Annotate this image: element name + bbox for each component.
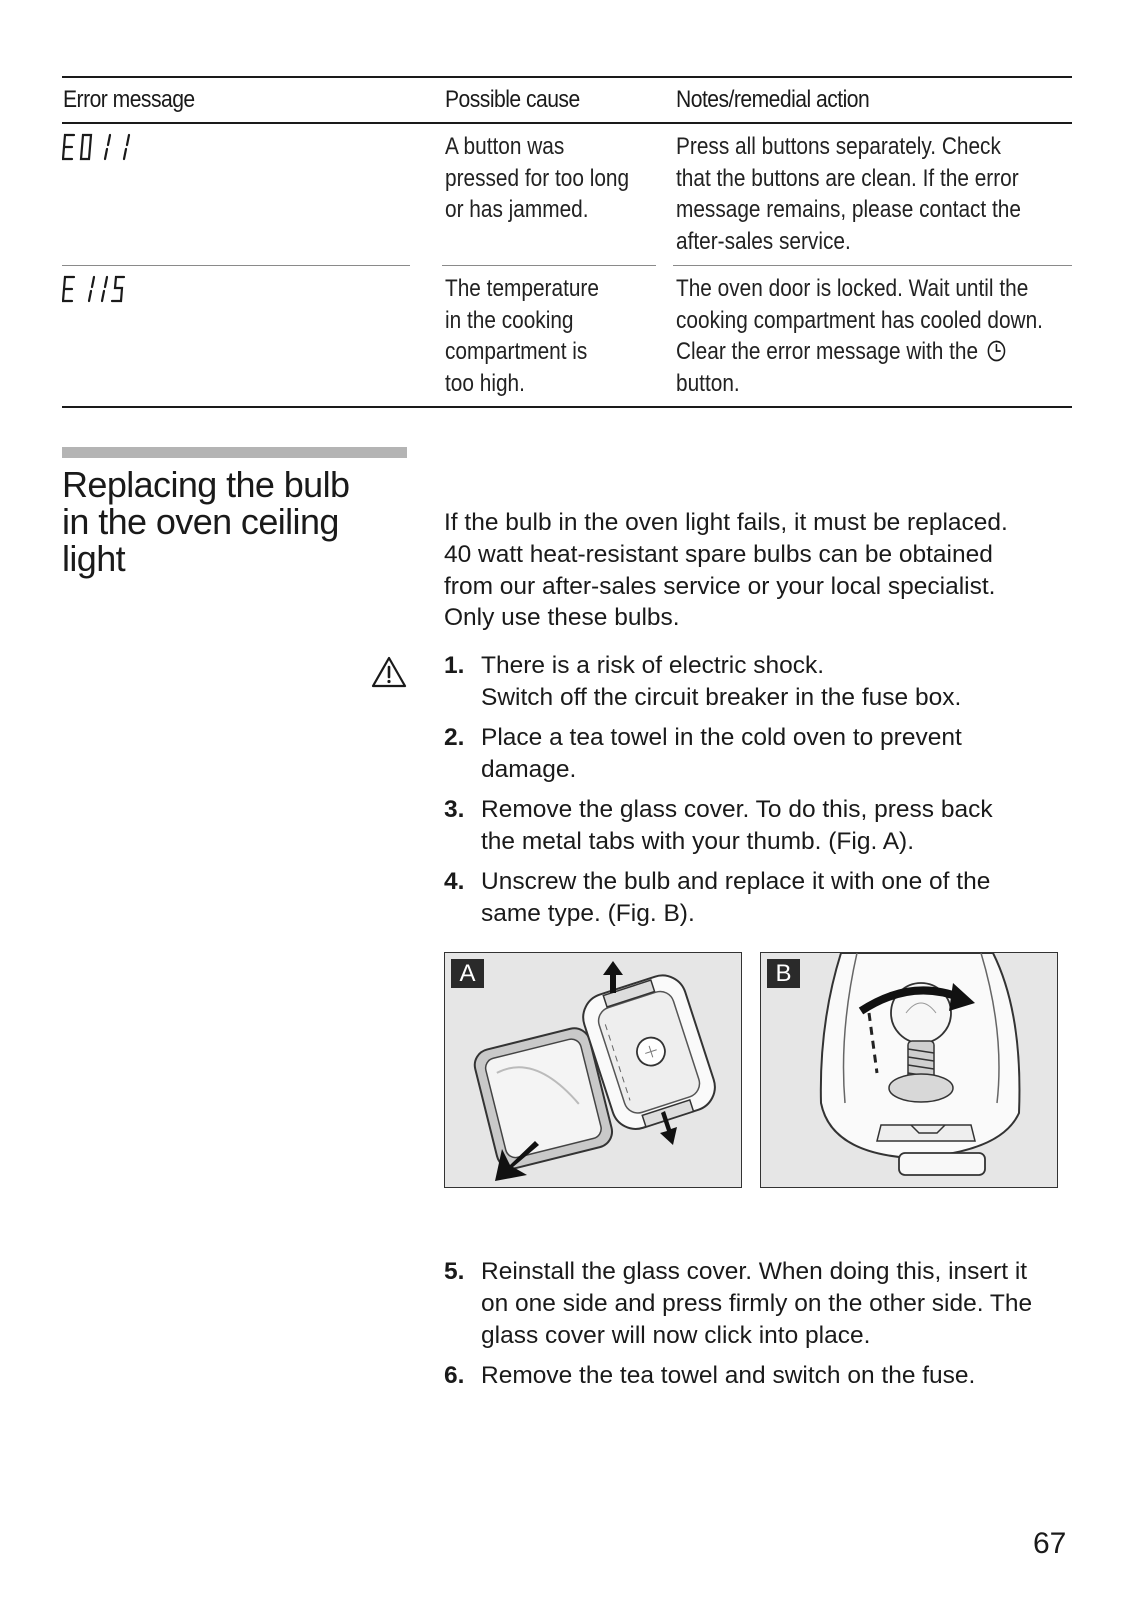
bulb-replacement-illustration [761,953,1057,1187]
header-possible-cause: Possible cause [445,86,580,113]
title-line: light [62,538,126,579]
cause-line: compartment is [445,338,588,365]
step-line: Reinstall the glass cover. When doing this, insert it [481,1258,1028,1285]
intro-paragraph [444,507,1008,634]
step-line: same type. (Fig. B). [481,900,695,927]
cause-line: too high. [445,369,525,397]
step-line: There is a risk of electric shock. [481,652,825,679]
section-bar [62,447,407,458]
action-line: Press all buttons separately. Check [676,133,1001,160]
cause-line: or has jammed. [445,196,589,223]
intro-line: If the bulb in the oven light fails, it must be replaced. [444,509,1008,536]
step-line: the metal tabs with your thumb. (Fig. A). [481,828,915,855]
title-line: Replacing the bulb [62,464,350,505]
intro-line: from our after-sales service or your local specialist. [444,572,996,600]
step-text [481,722,962,786]
figure-a [444,952,742,1188]
glass-cover-illustration [445,953,741,1187]
cause-row-2 [445,273,599,399]
figure-b [760,952,1058,1188]
step-line: Remove the glass cover. To do this, press back [481,796,993,823]
action-row-2 [676,273,1043,399]
step-number: 4. [444,868,465,895]
step-line: Switch off the circuit breaker in the fuse box. [481,684,962,711]
figure-label: B [767,959,800,988]
intro-line: Only use these bulbs. [444,604,680,632]
cause-line: The temperature [445,275,599,302]
figure-label: A [451,959,484,988]
step-line: Place a tea towel in the cold oven to prevent [481,724,962,751]
action-line: message remains, please contact the [676,196,1021,223]
action-line [676,336,1043,368]
header-notes: Notes/remedial action [676,86,870,113]
step-line: on one side and press firmly on the other side. The [481,1290,1033,1317]
action-line: cooking compartment has cooled down. [676,306,1043,334]
step-text [481,1256,1032,1352]
action-line: that the buttons are clean. If the error [676,164,1019,192]
intro-line: 40 watt heat-resistant spare bulbs can be obtained [444,540,993,568]
action-line: button. [676,369,740,397]
action-text: Clear the error message with the [676,338,979,365]
step-text [481,794,993,858]
header-rule [62,122,1072,124]
row-divider [673,265,1072,266]
step-number: 1. [444,652,465,679]
row-divider [442,265,656,266]
action-line: The oven door is locked. Wait until the [676,275,1029,302]
step-line: damage. [481,756,577,783]
table-bottom-rule [62,406,1072,408]
title-line: in the oven ceiling [62,501,339,542]
step-line: Remove the tea towel and switch on the fuse. [481,1362,976,1389]
row-divider [62,265,410,266]
step-text [481,866,990,930]
action-line: after-sales service. [676,227,851,255]
step-text [481,1360,975,1392]
cause-line: pressed for too long [445,164,630,192]
warning-triangle-icon [371,656,407,693]
cause-row-1 [445,131,629,226]
page-number: 67 [1033,1527,1067,1560]
step-line: glass cover will now click into place. [481,1322,871,1349]
action-row-1 [676,131,1021,257]
step-number: 5. [444,1258,465,1285]
cause-line: A button was [445,133,565,160]
step-number: 2. [444,724,465,751]
header-error-message: Error message [63,86,195,113]
step-number: 6. [444,1362,465,1389]
table-top-rule [62,76,1072,78]
section-title [62,466,349,577]
error-code-e115 [62,275,140,303]
error-code-e011 [62,133,140,161]
clock-icon [987,340,1006,362]
step-number: 3. [444,796,465,823]
step-text [481,650,961,714]
cause-line: in the cooking [445,306,574,334]
step-line: Unscrew the bulb and replace it with one of the [481,868,991,895]
